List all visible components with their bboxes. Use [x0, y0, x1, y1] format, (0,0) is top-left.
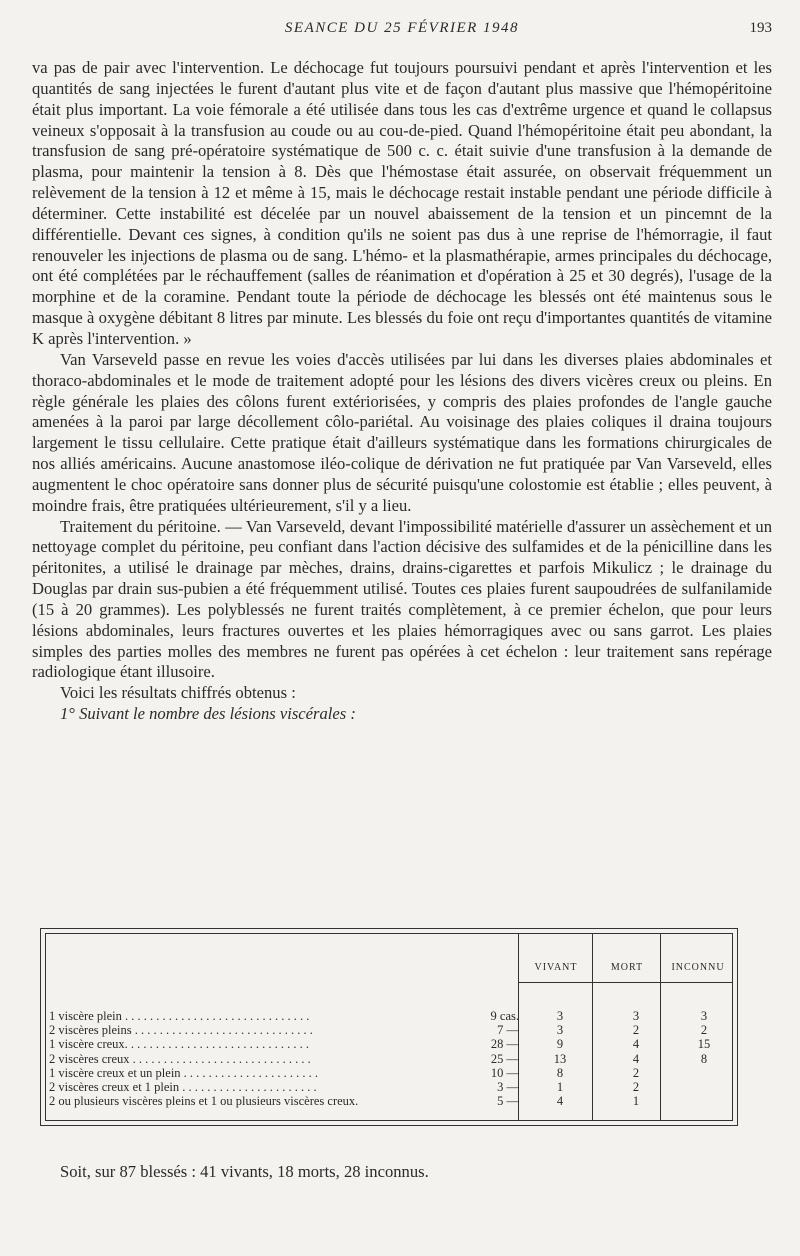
paragraph: Voici les résultats chiffrés obtenus :: [60, 683, 296, 703]
row-count: 3 —: [497, 1079, 519, 1094]
table-row: [49, 1052, 729, 1066]
cell-vivant: 4: [556, 1094, 564, 1109]
row-label: 2 viscères pleins . . . . . . . . . . . . . . . . . . . . . . . . . . . . .: [49, 1023, 313, 1038]
cell-inconnu: 2: [700, 1023, 708, 1038]
results-table: [40, 928, 738, 1126]
running-title: SEANCE DU 25 FÉVRIER 1948: [284, 20, 520, 36]
table-body: [49, 1009, 729, 1108]
section-heading: 1° Suivant le nombre des lésions viscérales :: [60, 704, 356, 724]
cell-vivant: 3: [556, 1023, 564, 1038]
row-count: 9 cas.: [490, 1009, 519, 1023]
table-row: [49, 1080, 729, 1094]
header-rule: [518, 982, 732, 983]
cell-mort: 3: [632, 1009, 640, 1023]
column-header-mort: MORT: [610, 962, 644, 973]
cell-mort: 2: [632, 1023, 640, 1038]
cell-inconnu: 8: [700, 1051, 708, 1066]
paragraph: va pas de pair avec l'intervention. Le déchocage fut toujours poursuivi pendant et après l'intervention et les quantités de sang injectées le furent d'autant plus vite et de façon d'autant plus massive que l'hémopéritoine était plus important. La voie fémorale a été utilisée dans tous les cas d'extrême urgence et quand le collapsus veineux s'opposait à la transfusion au coude ou au cou-de-pied. Quand l'hémopéritoine était peu abondant, la transfusion de sang pré-opératoire systématique de 500 c. c. était suivie d'une transfusion à la demande de plasma, pour maintenir la tension à 8. Dès que l'hémostase était assurée, on observait fréquemment un relèvement de la tension à 12 et même à 15, mais le déchocage restait instable pendant une période difficile à déterminer. Cette instabilité est décelée par un nouvel abaissement de la tension et un pincemnt de la différentielle. Devant ces signes, à condition qu'ils ne soient pas dus à une reprise de l'hémorragie, il faut renouveler les injections de plasma ou de sang. L'hémo- et la plasmathérapie, armes principales du déchocage, ont été complétées par le réchauffement (salles de réanimation et d'opération à 25 et 30 degrés), l'usage de la morphine et de la coramine. Pendant toute la période de déchocage les blessés ont été maintenus sous le masque à oxygène débitant 8 litres par minute. Les blessés du foie ont reçu d'importantes quantités de vitamine K après l'intervention. »: [32, 58, 772, 348]
cell-mort: 1: [632, 1094, 640, 1109]
paragraph: Van Varseveld passe en revue les voies d'accès utilisées par lui dans les diverses plaies abdominales et thoraco-abdominales et le mode de traitement adopté pour les lésions des divers vicères creux ou pleins. En règle générale les plaies des côlons furent extériorisées, y compris des plaies profondes de l'angle gauche amenées à la paroi par large décollement côlo-pariétal. Au voisinage des plaies coliques il draina toujours largement le tissu cellulaire. Cette pratique était d'ailleurs systématique dans les formations chirurgicales de nos alliés américains. Aucune anastomose iléo-colique de dérivation ne fut pratiquée par Van Varseveld, elles augmentent le choc opératoire sans donner plus de sécurité puisqu'une colostomie est établie ; elles peuvent, à moindre frais, être pratiquées ultérieurement, s'il y a lieu.: [32, 349, 772, 515]
table-row: [49, 1094, 729, 1108]
results-summary: Soit, sur 87 blessés : 41 vivants, 18 morts, 28 inconnus.: [60, 1162, 429, 1181]
column-header-vivant: VIVANT: [534, 962, 578, 973]
table-row: [49, 1009, 729, 1023]
cell-mort: 4: [632, 1051, 640, 1066]
row-label: 1 viscère creux. . . . . . . . . . . . . . . . . . . . . . . . . . . . . .: [49, 1037, 310, 1052]
cell-mort: 2: [632, 1079, 640, 1094]
cell-vivant: 13: [553, 1051, 567, 1066]
table-row: [49, 1066, 729, 1080]
row-label: 2 viscères creux . . . . . . . . . . . . . . . . . . . . . . . . . . . . .: [49, 1051, 311, 1066]
page-number: 193: [749, 20, 772, 36]
cell-mort: 2: [632, 1065, 640, 1080]
cell-vivant: 9: [556, 1037, 564, 1052]
row-label: 2 viscères creux et 1 plein . . . . . . . . . . . . . . . . . . . . . .: [49, 1079, 317, 1094]
row-count: 7 —: [497, 1023, 519, 1038]
row-count: 10 —: [490, 1065, 519, 1080]
cell-mort: 4: [632, 1037, 640, 1052]
cell-vivant: 3: [556, 1009, 564, 1023]
cell-vivant: 8: [556, 1065, 564, 1080]
row-label: 1 viscère creux et un plein . . . . . . . . . . . . . . . . . . . . . .: [49, 1065, 319, 1080]
row-label: 1 viscère plein . . . . . . . . . . . . . . . . . . . . . . . . . . . . . .: [49, 1009, 310, 1023]
table-row: [49, 1037, 729, 1051]
cell-inconnu: 3: [700, 1009, 708, 1023]
table-row: [49, 1023, 729, 1037]
paragraph: Traitement du péritoine. — Van Varseveld, devant l'impossibilité matérielle d'assurer un assèchement et un nettoyage complet du péritoine, peu confiant dans l'action décisive des sulfamides et de la pénicilline dans les péritonites, a utilisé le drainage par mèches, drains, drains-cigarettes et parfois Mikulicz ; le drainage du Douglas par drain sus-pubien a été fréquemment utilisé. Toutes ces plaies furent saupoudrées de sulfanilamide (15 à 20 grammes). Les polyblessés ne furent traités complètement, à ce premier échelon, que pour leurs lésions abdominales, leurs fractures ouvertes et les plaies hémorragiques avec ou sans garrot. Les plaies simples des parties molles des membres ne furent pas opérées à cet échelon : leur traitement sans repérage radiologique étant illusoire.: [32, 516, 772, 682]
row-count: 28 —: [490, 1037, 519, 1052]
cell-inconnu: 15: [697, 1037, 711, 1052]
column-header-inconnu: INCONNU: [671, 962, 725, 973]
cell-vivant: 1: [556, 1079, 564, 1094]
row-label: 2 ou plusieurs viscères pleins et 1 ou plusieurs viscères creux.: [49, 1094, 359, 1109]
page-header: [32, 20, 772, 42]
row-count: 5 —: [497, 1094, 519, 1109]
body-text: [32, 58, 772, 725]
row-count: 25 —: [490, 1051, 519, 1066]
